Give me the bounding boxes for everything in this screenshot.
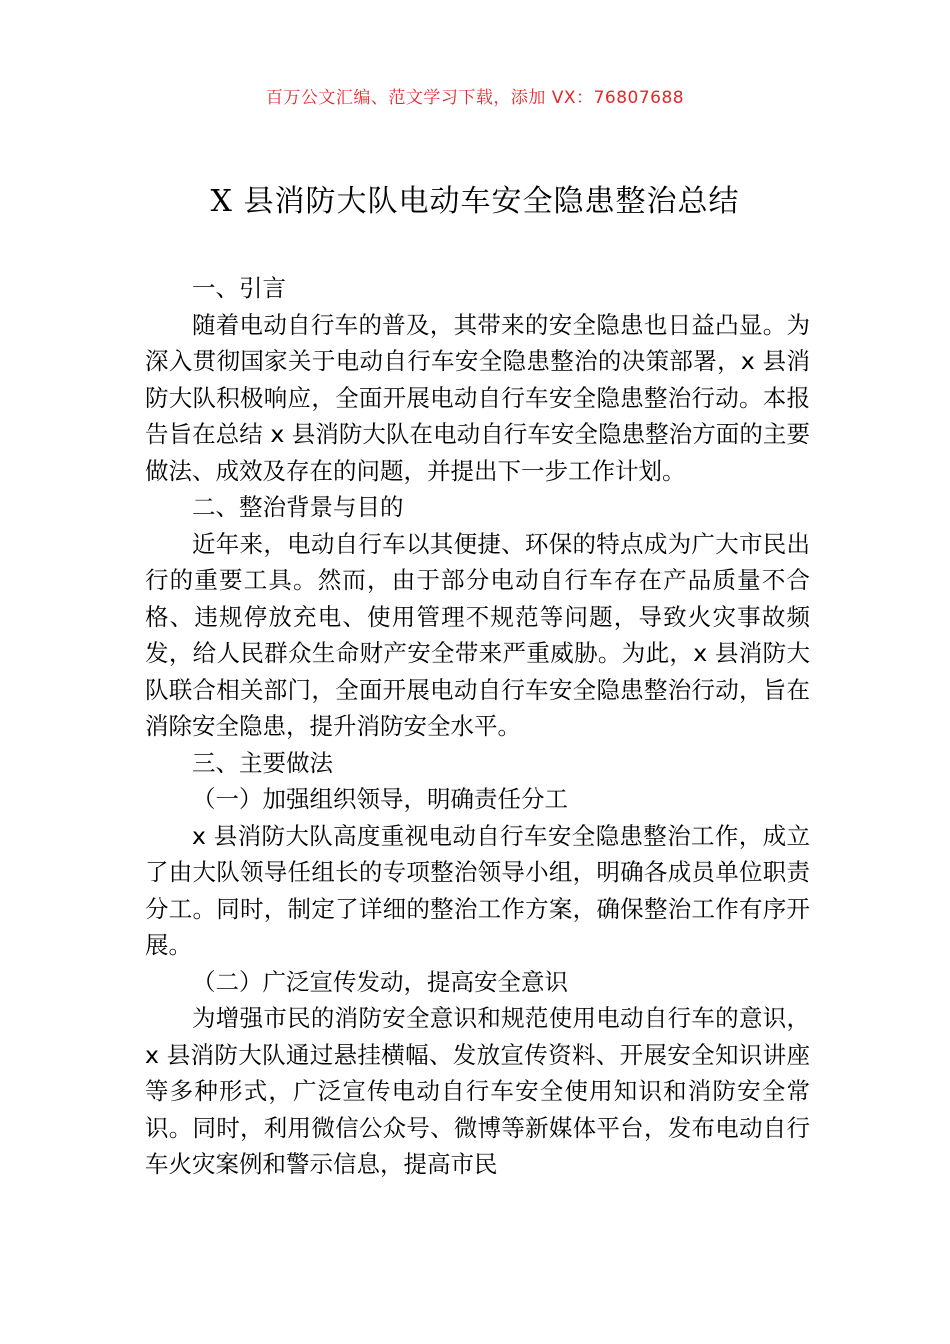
subsection-heading-publicity: （二）广泛宣传发动，提高安全意识 <box>192 967 568 996</box>
promo-banner: 百万公文汇编、范文学习下载，添加 VX：76807688 <box>265 88 685 108</box>
paragraph-intro: 随着电动自行车的普及，其带来的安全隐患也日益凸显。为深入贯彻国家关于电动自行车安全隐患整治的决策部署，x 县消防大队积极响应，全面开展电动自行车安全隐患整治行动。本报告旨在总结 x 县消防大队在电动自行车安全隐患整治方面的主要做法、成效及存在的问题，并提出下一步工作计划。 <box>145 310 810 485</box>
document-title: X 县消防大队电动车安全隐患整治总结 <box>210 184 740 219</box>
section-heading-background: 二、整治背景与目的 <box>192 493 404 521</box>
section-heading-measures: 三、主要做法 <box>192 748 333 777</box>
document-body <box>145 270 810 1183</box>
paragraph-background: 近年来，电动自行车以其便捷、环保的特点成为广大市民出行的重要工具。然而，由于部分电动自行车存在产品质量不合格、违规停放充电、使用管理不规范等问题，导致火灾事故频发，给人民群众生命财产安全带来严重威胁。为此，x 县消防大队联合相关部门，全面开展电动自行车安全隐患整治行动，旨在消除安全隐患，提升消防安全水平。 <box>145 529 810 740</box>
subsection-heading-leadership: （一）加强组织领导，明确责任分工 <box>192 785 568 813</box>
paragraph-leadership: x 县消防大队高度重视电动自行车安全隐患整治工作，成立了由大队领导任组长的专项整治领导小组，明确各成员单位职责分工。同时，制定了详细的整治工作方案，确保整治工作有序开展。 <box>145 821 810 959</box>
section-heading-intro: 一、引言 <box>192 274 286 302</box>
paragraph-publicity: 为增强市民的消防安全意识和规范使用电动自行车的意识，x 县消防大队通过悬挂横幅、发放宣传资料、开展安全知识讲座等多种形式，广泛宣传电动自行车安全使用知识和消防安全常识。同时，利用微信公众号、微博等新媒体平台，发布电动自行车火灾案例和警示信息，提高市民 <box>145 1004 810 1178</box>
